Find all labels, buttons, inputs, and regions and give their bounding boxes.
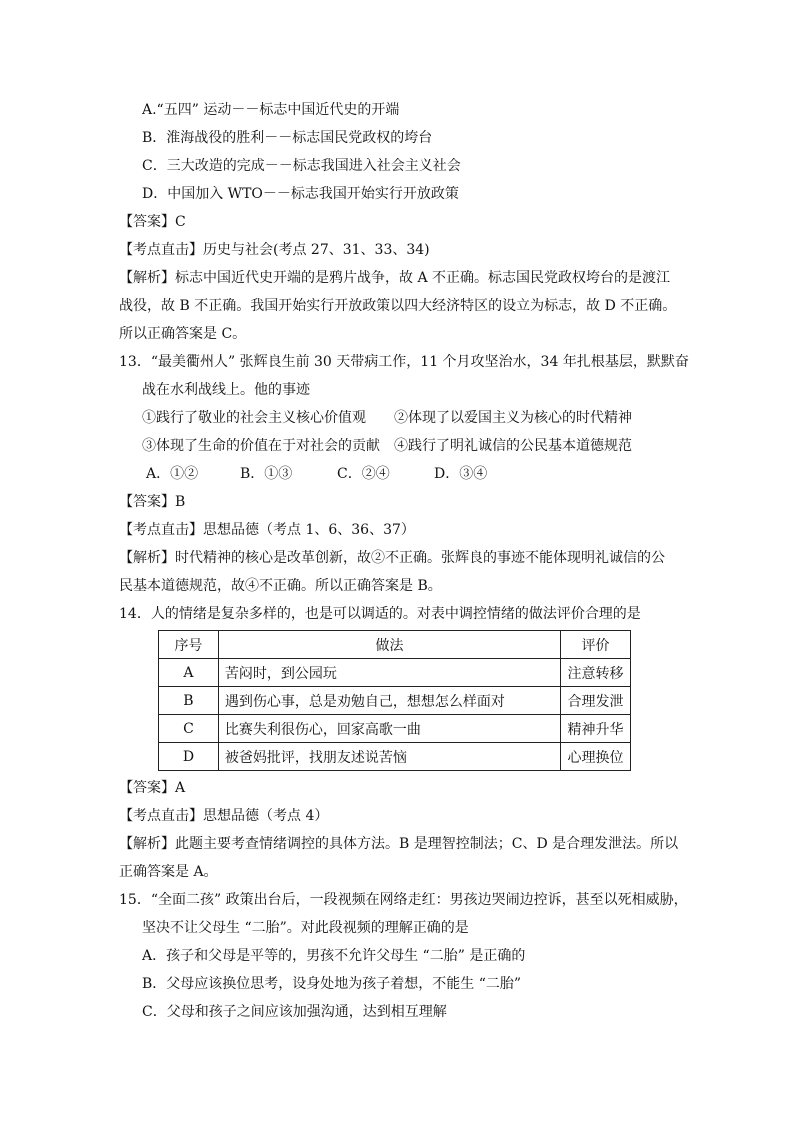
table-header-evaluation: 评价 bbox=[561, 631, 631, 659]
q14-answer: 【答案】A bbox=[119, 780, 186, 796]
table-cell-label: A bbox=[159, 659, 219, 687]
q13-choice-c: C．②④ bbox=[337, 466, 390, 482]
q12-analysis-line-1: 【解析】标志中国近代史开端的是鸦片战争，故 A 不正确。标志国民党政权垮台的是渡江 bbox=[119, 270, 671, 286]
q13-analysis-line-1: 【解析】时代精神的核心是改革创新，故②不正确。张辉良的事迹不能体现明礼诚信的公 bbox=[119, 550, 665, 566]
q13-knowledge-point: 【考点直击】思想品德（考点 1、6、36、37） bbox=[119, 522, 415, 538]
q14-knowledge-point: 【考点直击】思想品德（考点 4） bbox=[119, 808, 329, 824]
q15-stem-line-1: 15．“全面二孩” 政策出台后，一段视频在网络走红：男孩边哭闹边控诉，甚至以死相威胁， bbox=[119, 892, 688, 908]
q15-option-c: C．父母和孩子之间应该加强沟通，达到相互理解 bbox=[142, 1004, 447, 1020]
table-header-row bbox=[159, 631, 631, 659]
q12-option-a: A.“五四” 运动－－标志中国近代史的开端 bbox=[142, 102, 400, 118]
q15-option-b: B．父母应该换位思考，设身处地为孩子着想，不能生 “二胎” bbox=[142, 976, 522, 992]
table-cell-method: 被爸妈批评，找朋友述说苦恼 bbox=[218, 743, 560, 771]
q13-choice-b: B．①③ bbox=[240, 466, 293, 482]
table-cell-method: 遇到伤心事，总是劝勉自己，想想怎么样面对 bbox=[218, 687, 560, 715]
table-row bbox=[159, 687, 631, 715]
q12-analysis-line-3: 所以正确答案是 C。 bbox=[119, 326, 247, 342]
table-row bbox=[159, 659, 631, 687]
q14-analysis-line-2: 正确答案是 A。 bbox=[119, 864, 218, 880]
q15-stem-line-2: 坚决不让父母生 “二胎”。对此段视频的理解正确的是 bbox=[142, 920, 469, 936]
q13-answer: 【答案】B bbox=[119, 494, 186, 510]
q12-option-d: D．中国加入 WTO－－标志我国开始实行开放政策 bbox=[142, 186, 459, 202]
q13-statements-line-1: ①践行了敬业的社会主义核心价值观 ②体现了以爱国主义为核心的时代精神 bbox=[142, 410, 632, 426]
table-header-number: 序号 bbox=[159, 631, 219, 659]
q13-stem-line-1: 13．“最美衢州人” 张辉良生前 30 天带病工作，11 个月攻坚治水，34 年扎根基层，默默奋 bbox=[119, 354, 689, 370]
table-cell-evaluation: 合理发泄 bbox=[561, 687, 631, 715]
q12-answer: 【答案】C bbox=[119, 214, 186, 230]
table-row bbox=[159, 743, 631, 771]
table-cell-evaluation: 精神升华 bbox=[561, 715, 631, 743]
table-cell-evaluation: 注意转移 bbox=[561, 659, 631, 687]
table-cell-label: B bbox=[159, 687, 219, 715]
q12-analysis-line-2: 战役，故 B 不正确。我国开始实行开放政策以四大经济特区的设立为标志，故 D 不正确。 bbox=[119, 298, 677, 314]
q13-choice-a: A．①② bbox=[146, 466, 199, 482]
table-header-method: 做法 bbox=[218, 631, 560, 659]
q12-option-b: B．淮海战役的胜利－－标志国民党政权的垮台 bbox=[142, 130, 433, 146]
q13-analysis-line-2: 民基本道德规范，故④不正确。所以正确答案是 B。 bbox=[119, 578, 442, 594]
table-cell-evaluation: 心理换位 bbox=[561, 743, 631, 771]
q13-stem-line-2: 战在水利战线上。他的事迹 bbox=[142, 382, 310, 398]
q13-choice-d: D．③④ bbox=[434, 466, 488, 482]
table-cell-label: C bbox=[159, 715, 219, 743]
table-cell-method: 苦闷时，到公园玩 bbox=[218, 659, 560, 687]
table-row bbox=[159, 715, 631, 743]
table-cell-method: 比赛失利很伤心，回家高歌一曲 bbox=[218, 715, 560, 743]
q12-option-c: C．三大改造的完成－－标志我国进入社会主义社会 bbox=[142, 158, 461, 174]
q12-knowledge-point: 【考点直击】历史与社会(考点 27、31、33、34) bbox=[119, 242, 430, 258]
q14-table bbox=[158, 630, 631, 771]
q13-statements-line-2: ③体现了生命的价值在于对社会的贡献 ④践行了明礼诚信的公民基本道德规范 bbox=[142, 438, 632, 454]
table-cell-label: D bbox=[159, 743, 219, 771]
q15-option-a: A．孩子和父母是平等的，男孩不允许父母生 “二胎” 是正确的 bbox=[142, 948, 526, 964]
q14-analysis-line-1: 【解析】此题主要考查情绪调控的具体方法。B 是理智控制法；C、D 是合理发泄法。所以 bbox=[119, 836, 679, 852]
q14-stem: 14．人的情绪是复杂多样的，也是可以调适的。对表中调控情绪的做法评价合理的是 bbox=[119, 606, 641, 622]
